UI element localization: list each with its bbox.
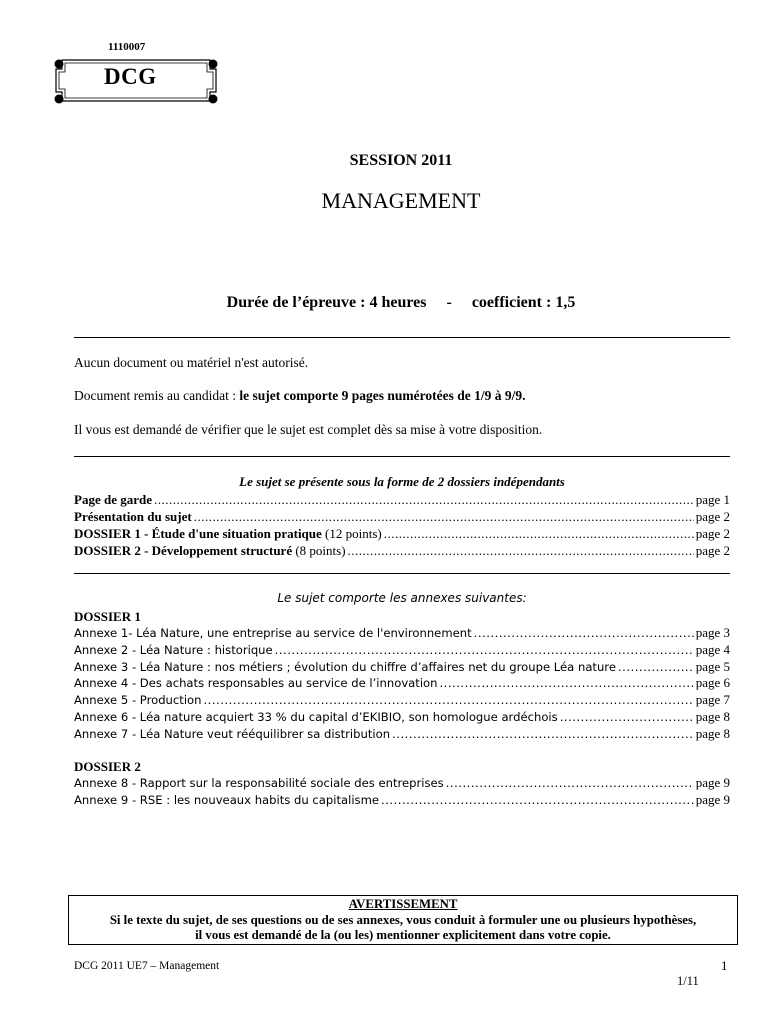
footer-exam-label: DCG 2011 UE7 – Management: [74, 960, 220, 972]
annex-list-dossier1: [74, 608, 730, 743]
annex-list-dossier2: [74, 758, 730, 809]
warning-line: il vous est demandé de la (ou les) mentionner explicitement dans votre copie.: [195, 928, 611, 942]
annex-row: Annexe 2 - Léa Nature : historique ..... page 4: [74, 642, 730, 659]
toc-row: Page de garde ..... page 1: [74, 491, 730, 508]
warning-title: AVERTISSEMENT: [348, 897, 458, 911]
instruction-pages: Document remis au candidat : le sujet comporte 9 pages numérotées de 1/9 à 9/9.: [74, 388, 526, 403]
logo-text: DCG: [104, 64, 157, 89]
annex-row: Annexe 8 - Rapport sur la responsabilité sociale des entreprises ..... page 9: [74, 775, 730, 792]
warning-line: Si le texte du sujet, de ses questions ou de ses annexes, vous conduit à formuler une ou plusieurs hypothèses,: [109, 912, 697, 927]
divider: [74, 573, 730, 574]
instruction-no-document: Aucun document ou matériel n'est autorisé.: [74, 355, 309, 370]
session-title: SESSION 2011: [349, 152, 453, 169]
warning-box: [68, 895, 738, 945]
toc-row: DOSSIER 2 - Développement structuré (8 points) ..... page 2: [74, 542, 730, 559]
dossier2-title: DOSSIER 2: [74, 759, 141, 774]
toc-row: DOSSIER 1 - Étude d'une situation pratique (12 points) ..... page 2: [74, 525, 730, 542]
annex-row: Annexe 6 - Léa nature acquiert 33 % du capital d’EKIBIO, son homologue ardéchois ..... page 8: [74, 709, 730, 726]
annex-row: Annexe 7 - Léa Nature veut rééquilibrer sa distribution ..... page 8: [74, 726, 730, 743]
divider: [74, 337, 730, 338]
toc-row: Présentation du sujet ..... page 2: [74, 508, 730, 525]
instruction-check: Il vous est demandé de vérifier que le sujet est complet dès sa mise à votre disposition.: [74, 422, 543, 437]
footer-page-number: 1: [721, 958, 728, 973]
footer-page-count: 1/11: [677, 974, 699, 988]
exam-code: 1110007: [108, 41, 146, 53]
divider: [74, 456, 730, 457]
annex-row: Annexe 5 - Production ..... page 7: [74, 692, 730, 709]
annex-row: Annexe 4 - Des achats responsables au service de l’innovation ..... page 6: [74, 675, 730, 692]
annex-row: Annexe 1- Léa Nature, une entreprise au service de l'environnement ..... page 3: [74, 625, 730, 642]
dossier1-title: DOSSIER 1: [74, 609, 141, 624]
subject-title: MANAGEMENT: [321, 188, 481, 213]
toc-list: [74, 491, 730, 559]
toc-heading: Le sujet se présente sous la forme de 2 dossiers indépendants: [239, 474, 565, 489]
annexes-heading: Le sujet comporte les annexes suivantes:: [277, 591, 527, 605]
annex-row: Annexe 3 - Léa Nature : nos métiers ; évolution du chiffre d’affaires net du groupe Léa nature ..... page 5: [74, 659, 730, 676]
annex-row: Annexe 9 - RSE : les nouveaux habits du capitalisme ..... page 9: [74, 792, 730, 809]
exam-duration: Durée de l’épreuve : 4 heures - coefficient : 1,5: [226, 294, 576, 311]
